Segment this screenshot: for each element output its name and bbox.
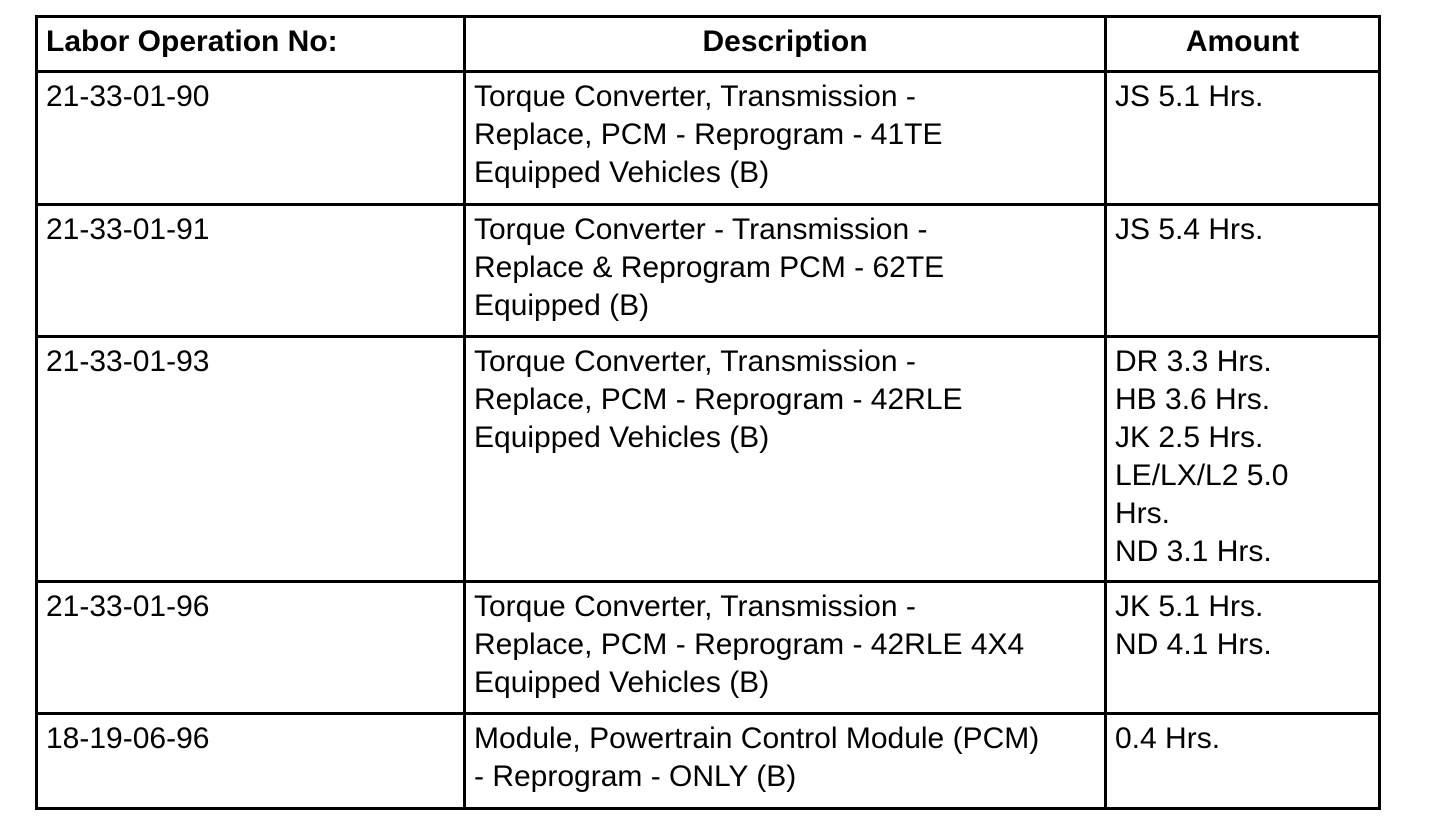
amount-cell [1106,72,1380,205]
amount-cell [1106,205,1380,337]
amount-cell [1106,337,1380,582]
header-amount: Amount [1106,17,1380,72]
header-description: Description [465,17,1106,72]
description-line: Replace, PCM - Reprogram - 42RLE [474,383,963,416]
amount-line: LE/LX/L2 5.0 [1115,459,1289,492]
table-header-row [37,17,1380,72]
description-line: Equipped Vehicles (B) [474,666,770,699]
table-row [37,72,1380,205]
description-cell [465,337,1106,582]
description-line: Module, Powertrain Control Module (PCM) [474,722,1040,755]
description-line: Torque Converter - Transmission - [474,213,928,246]
description-cell [465,714,1106,809]
amount-line: JK 2.5 Hrs. [1115,421,1264,454]
amount-line: HB 3.6 Hrs. [1115,383,1271,416]
amount-cell [1106,582,1380,714]
description-line: Replace & Reprogram PCM - 62TE [474,251,945,284]
amount-line: JK 5.1 Hrs. [1115,590,1264,623]
description-line: Equipped (B) [474,289,650,322]
description-cell [465,582,1106,714]
amount-line: ND 4.1 Hrs. [1115,628,1272,661]
description-line: Torque Converter, Transmission - [474,345,916,378]
table-row [37,205,1380,337]
amount-line: 0.4 Hrs. [1115,722,1221,755]
amount-line: JS 5.4 Hrs. [1115,213,1264,246]
labor-op-cell: 21-33-01-96 [37,582,465,714]
description-line: - Reprogram - ONLY (B) [474,760,797,793]
description-line: Torque Converter, Transmission - [474,80,916,113]
description-line: Equipped Vehicles (B) [474,156,770,189]
description-cell [465,72,1106,205]
description-line: Replace, PCM - Reprogram - 42RLE 4X4 [474,628,1025,661]
labor-op-cell: 21-33-01-90 [37,72,465,205]
description-line: Torque Converter, Transmission - [474,590,916,623]
amount-line: JS 5.1 Hrs. [1115,80,1264,113]
labor-op-cell: 18-19-06-96 [37,714,465,809]
description-line: Equipped Vehicles (B) [474,421,770,454]
labor-op-cell: 21-33-01-93 [37,337,465,582]
labor-op-cell: 21-33-01-91 [37,205,465,337]
amount-line: Hrs. [1115,497,1170,530]
amount-cell [1106,714,1380,809]
table-row [37,714,1380,809]
amount-line: DR 3.3 Hrs. [1115,345,1272,378]
table-row [37,337,1380,582]
labor-operations-table [35,15,1381,810]
description-line: Replace, PCM - Reprogram - 41TE [474,118,943,151]
description-cell [465,205,1106,337]
amount-line: ND 3.1 Hrs. [1115,535,1272,568]
header-labor-operation-no: Labor Operation No: [37,17,465,72]
table-row [37,582,1380,714]
